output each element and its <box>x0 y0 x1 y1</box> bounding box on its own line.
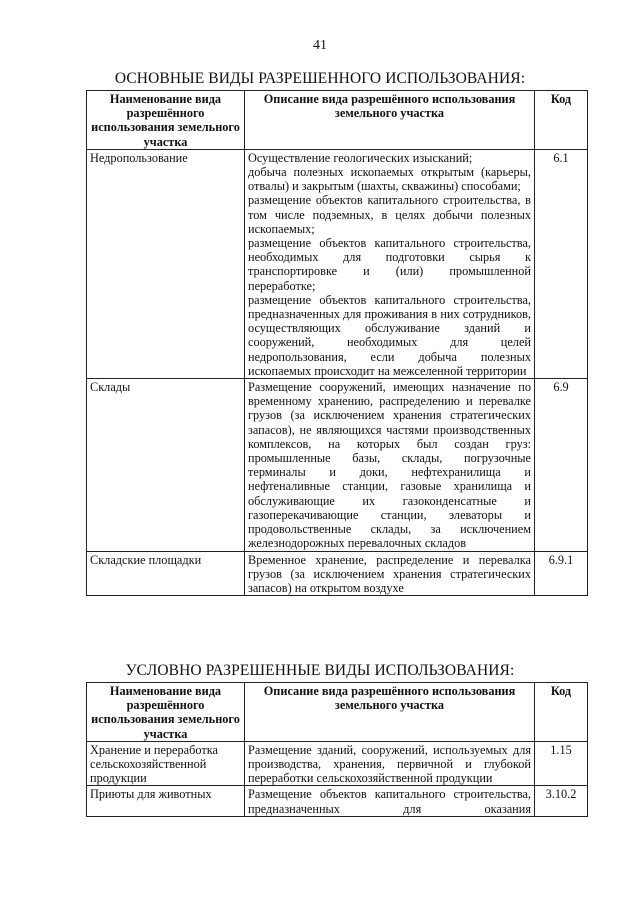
use-name: Складские площадки <box>87 551 245 596</box>
use-name: Склады <box>87 379 245 551</box>
use-code: 6.9.1 <box>535 551 588 596</box>
use-description <box>245 379 535 551</box>
header-code: Код <box>535 683 588 742</box>
table-header-row <box>87 91 588 150</box>
use-name: Недропользование <box>87 149 245 378</box>
page-number: 41 <box>313 38 327 53</box>
use-code: 1.15 <box>535 741 588 786</box>
use-description <box>245 149 535 378</box>
use-code: 3.10.2 <box>535 786 588 816</box>
use-description <box>245 551 535 596</box>
use-code: 6.9 <box>535 379 588 551</box>
description-paragraph: размещение объектов капитального строительства, необходимых для подготовки сырья к транспортировке и (или) промышленной переработке; <box>248 236 531 293</box>
use-name: Хранение и переработка сельскохозяйственной продукции <box>87 741 245 786</box>
use-description <box>245 786 535 816</box>
conditional-uses-table <box>86 682 588 817</box>
section-title-conditional: УСЛОВНО РАЗРЕШЕННЫЕ ВИДЫ ИСПОЛЬЗОВАНИЯ: <box>125 662 515 679</box>
description-paragraph: размещение объектов капитального строительства, предназначенных для проживания в них сотрудников, осуществляющих обслуживание зданий и сооружений, необходимых для целей недропользования, если добыча полезных ископаемых происходит на межселенной территории <box>248 292 531 378</box>
description-paragraph: Размещение объектов капитального строительства, предназначенных для оказания <box>248 787 531 816</box>
description-paragraph: размещение объектов капитального строительства, в том числе подземных, в целях добычи полезных ископаемых; <box>248 193 531 236</box>
table-row <box>87 379 588 551</box>
table-header-row <box>87 683 588 742</box>
description-paragraph: добыча полезных ископаемых открытым (карьеры, отвалы) и закрытым (шахты, скважины) способами; <box>248 165 531 194</box>
header-code: Код <box>535 91 588 150</box>
description-paragraph: Размещение зданий, сооружений, используемых для производства, хранения, первичной и глубокой переработки сельскохозяйственной продукции <box>248 742 531 786</box>
use-name: Приюты для животных <box>87 786 245 816</box>
description-paragraph: Размещение сооружений, имеющих назначение по временному хранению, распределению и перевалке грузов (за исключением хранения стратегических запасов), не являющихся частями производственных комплексов, на которых был создан груз: промышленные базы, склады, погрузочные терминалы и доки, нефтехранилища и нефтеналивные станции, газовые хранилища и обслуживающие их газоконденсатные и газоперекачивающие станции, элеваторы и продовольственные склады, за исключением железнодорожных перевалочных складов <box>248 380 531 551</box>
table-row <box>87 551 588 596</box>
section-title-permitted: ОСНОВНЫЕ ВИДЫ РАЗРЕШЕННОГО ИСПОЛЬЗОВАНИЯ: <box>114 70 526 87</box>
table-row <box>87 741 588 786</box>
table-row <box>87 786 588 816</box>
table-row <box>87 149 588 378</box>
description-paragraph: Временное хранение, распределение и перевалка грузов (за исключением хранения стратегических запасов) на открытом воздухе <box>248 552 531 595</box>
header-name: Наименование вида разрешённого использования земельного участка <box>87 91 245 150</box>
header-name: Наименование вида разрешённого использования земельного участка <box>87 683 245 742</box>
description-paragraph: Осуществление геологических изысканий; <box>248 150 473 165</box>
header-description: Описание вида разрешённого использования земельного участка <box>245 683 535 742</box>
use-description <box>245 741 535 786</box>
use-code: 6.1 <box>535 149 588 378</box>
header-description: Описание вида разрешённого использования земельного участка <box>245 91 535 150</box>
permitted-uses-table <box>86 90 588 596</box>
